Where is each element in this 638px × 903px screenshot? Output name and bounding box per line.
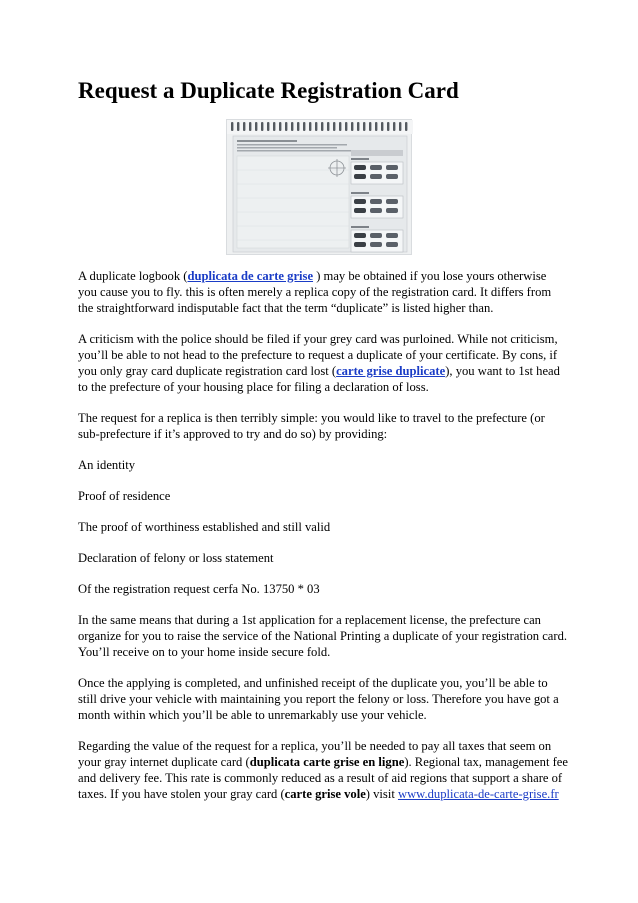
page-title: Request a Duplicate Registration Card: [78, 78, 459, 103]
list-item: The proof of worthiness established and still valid: [78, 520, 331, 534]
car-icon: [386, 242, 398, 247]
car-icon: [370, 174, 382, 179]
spiral-ring: [393, 122, 395, 131]
spiral-ring: [285, 122, 287, 131]
paragraph-4: In the same means that during a 1st application for a replacement license, the prefecture can organize for you to raise the service of the National Printing a duplicate of your registration card. You’ll receive on to your home inside secure fold.: [78, 613, 568, 659]
car-icon: [354, 208, 366, 213]
list-item: Declaration of felony or loss statement: [78, 551, 274, 565]
car-icon: [354, 233, 366, 238]
spiral-ring: [369, 122, 371, 131]
website-link[interactable]: www.duplicata-de-carte-grise.fr: [397, 787, 559, 801]
car-icon: [386, 199, 398, 204]
paragraph-3: The request for a replica is then terribly simple: you would like to travel to the prefecture (or sub-prefecture if it’s approved to try and do so) by providing:: [78, 411, 545, 441]
car-icon: [370, 208, 382, 213]
carte-grise-duplicate-link[interactable]: carte grise duplicate: [336, 364, 446, 378]
spiral-ring: [309, 122, 311, 131]
spiral-ring: [237, 122, 239, 131]
car-icon: [370, 242, 382, 247]
spiral-ring: [249, 122, 251, 131]
spiral-ring: [279, 122, 281, 131]
car-icon: [370, 199, 382, 204]
registration-card-image: [226, 119, 412, 255]
spiral-ring: [261, 122, 263, 131]
car-icon: [370, 233, 382, 238]
paragraph-2: A criticism with the police should be filed if your grey card was purloined. While not criticism, you’ll be able to not head to the prefecture to request a duplicate of your certificate. By cons, if you only gray card duplicate registration card lost (carte grise duplicate), you want to 1st head to the prefecture of your housing place for filing a declaration of loss.: [78, 332, 560, 394]
car-icon: [386, 174, 398, 179]
car-icon: [354, 242, 366, 247]
duplicata-link[interactable]: duplicata de carte grise: [187, 269, 314, 283]
paragraph-6: Regarding the value of the request for a replica, you’ll be needed to pay all taxes that seem on your gray internet duplicate card (duplicata carte grise en ligne). Regional tax, management fee and delivery fee. This rate is commonly reduced as a result of aid regions that support a share of taxes. If you have stolen your gray card (carte grise vole) visit www.duplicata-de-carte-grise.fr: [78, 739, 568, 801]
block-label: [351, 192, 369, 194]
keyword-bold: duplicata carte grise en ligne: [249, 755, 405, 769]
spiral-ring: [339, 122, 341, 131]
car-icon: [354, 165, 366, 170]
spiral-ring: [399, 122, 401, 131]
list-item: An identity: [78, 458, 136, 472]
spiral-ring: [255, 122, 257, 131]
car-icon: [354, 174, 366, 179]
article-body: [78, 268, 568, 817]
list-item: Of the registration request cerfa No. 13750 * 03: [78, 582, 320, 596]
spiral-ring: [363, 122, 365, 131]
spiral-ring: [375, 122, 377, 131]
spiral-ring: [315, 122, 317, 131]
car-icon: [354, 199, 366, 204]
car-icon: [386, 233, 398, 238]
paragraph-5: Once the applying is completed, and unfinished receipt of the duplicate you, you’ll be able to still drive your vehicle with maintaining you report the felony or loss. Therefore you have got a month within which you’ll be able to unremarkably use your vehicle.: [78, 676, 559, 722]
car-icon: [386, 208, 398, 213]
spiral-ring: [327, 122, 329, 131]
keyword-bold: carte grise vole: [284, 787, 366, 801]
spiral-ring: [333, 122, 335, 131]
car-icon: [370, 165, 382, 170]
spiral-ring: [291, 122, 293, 131]
spiral-ring: [231, 122, 233, 131]
spiral-ring: [273, 122, 275, 131]
spiral-ring: [243, 122, 245, 131]
block-label: [351, 226, 369, 228]
spiral-ring: [405, 122, 407, 131]
spiral-ring: [351, 122, 353, 131]
spiral-ring: [387, 122, 389, 131]
spiral-ring: [303, 122, 305, 131]
spiral-ring: [357, 122, 359, 131]
list-item: Proof of residence: [78, 489, 171, 503]
registration-card-illustration: [227, 120, 413, 256]
spiral-ring: [381, 122, 383, 131]
spiral-ring: [297, 122, 299, 131]
spiral-ring: [321, 122, 323, 131]
block-label: [351, 158, 369, 160]
paragraph-1: A duplicate logbook (duplicata de carte grise ) may be obtained if you lose yours otherwise you cause you to fly. this is often merely a replica copy of the registration card. It differs from the straightforward indisputable fact that the term “duplicate” is listed higher than.: [78, 269, 552, 315]
car-icon: [386, 165, 398, 170]
spiral-ring: [267, 122, 269, 131]
spiral-ring: [345, 122, 347, 131]
